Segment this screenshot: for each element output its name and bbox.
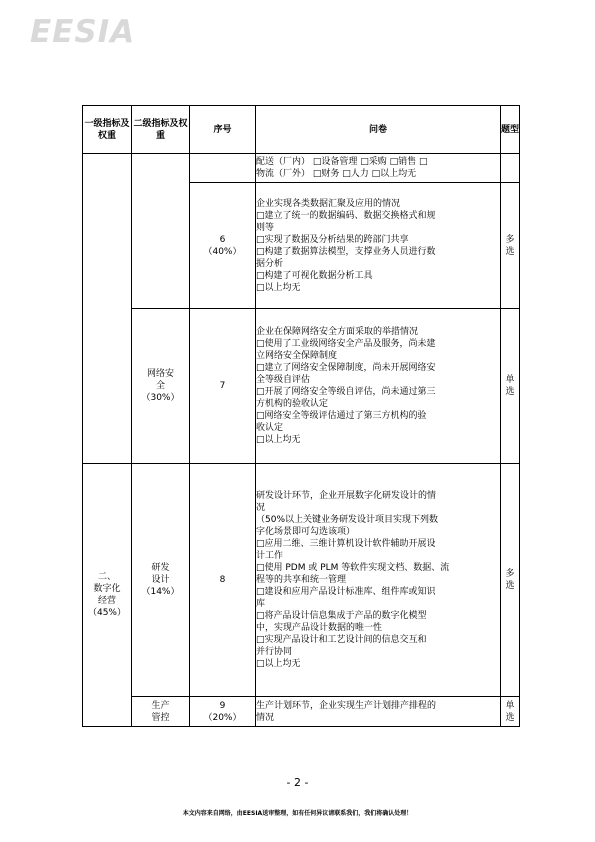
question-option: □建立了统一的数据编码、数据交换格式和规 (256, 210, 436, 221)
level1-name: 数字化 (93, 584, 121, 594)
header-questionnaire: 问卷 (256, 106, 501, 154)
level2-name: 网络安全 (146, 369, 174, 391)
question-option: 据分析 (256, 258, 284, 269)
header-seq: 序号 (190, 106, 256, 154)
level1-name: 二、 (97, 572, 116, 582)
question-option: 库 (256, 599, 266, 609)
question-line: 配送（厂内） □设备管理 □采购 □销售 □ (256, 157, 428, 167)
question-type: 单选 (505, 700, 515, 723)
question-option: □建设和应用产品设计标准库、组件库或知识 (256, 587, 436, 597)
level2-name: 研发 (151, 563, 170, 573)
question-option: □使用了工业级网络安全产品及服务，尚未建 (256, 339, 436, 349)
level2-weight: （14%） (141, 587, 180, 597)
question-note: 字化场景即可勾选该项） (256, 527, 356, 537)
eesia-logo: EESIA (30, 14, 136, 50)
header-level2: 二级指标及权重 (132, 106, 190, 154)
question-line: 企业实现各类数据汇聚及应用的情况 (256, 198, 401, 209)
header-type: 题型 (501, 106, 520, 154)
question-option: 收认定 (256, 423, 284, 433)
level2-cell (132, 697, 190, 727)
question-option: □使用 PDM 或 PLM 等软件实现文档、数据、流 (256, 563, 450, 573)
level2-weight: （30%） (141, 393, 180, 403)
page-number: - 2 - (286, 776, 309, 789)
question-type: 单选 (505, 375, 515, 397)
level2-cell (132, 309, 190, 464)
type-cell (501, 464, 520, 697)
seq-number: 6 (219, 234, 226, 245)
question-cell (256, 697, 501, 727)
question-line: 情况 (256, 712, 275, 723)
seq-cell (190, 464, 256, 697)
question-note: （50%以上关键业务研发设计项目实现下列数 (256, 515, 439, 525)
header-level1: 一级指标及权重 (83, 106, 132, 154)
question-option: □应用二维、三维计算机设计软件辅助开展设 (256, 539, 436, 549)
survey-table (82, 105, 520, 727)
question-line: 生产计划环节，企业实现生产计划排产排程的 (256, 700, 437, 711)
table-row (83, 464, 520, 697)
question-option: 中，实现产品设计数据的唯一性 (256, 623, 383, 633)
seq-weight: （40%） (203, 246, 242, 257)
seq-cell (190, 697, 256, 727)
level1-cell (83, 464, 132, 727)
seq-cell (190, 309, 256, 464)
table-row (83, 697, 520, 727)
level1-name: 经营 (97, 596, 116, 606)
type-cell (501, 183, 520, 309)
seq-cell-blank (190, 154, 256, 183)
type-cell (501, 697, 520, 727)
seq-cell (190, 183, 256, 309)
question-option: 方机构的验收认定 (256, 399, 329, 409)
type-cell (501, 309, 520, 464)
level2-name: 设计 (151, 575, 170, 585)
seq-number: 7 (219, 381, 226, 391)
question-option: □构建了数据算法模型，支撑业务人员进行数 (256, 246, 436, 257)
question-option: 立网络安全保障制度 (256, 351, 338, 361)
level1-weight: （45%） (87, 608, 126, 618)
level1-cell-blank (83, 154, 132, 464)
question-cell (256, 309, 501, 464)
question-option: 则等 (256, 222, 275, 233)
question-option: 全等级自评估 (256, 375, 311, 385)
seq-number: 8 (219, 575, 226, 585)
seq-weight: （20%） (203, 712, 242, 723)
question-line: 况 (256, 503, 266, 513)
question-option: 并行协同 (256, 647, 293, 657)
level2-name: 生产 (151, 700, 170, 711)
question-type: 多选 (505, 234, 515, 257)
question-option: □建立了网络安全保障制度，尚未开展网络安 (256, 363, 436, 373)
question-option: □以上均无 (256, 435, 301, 445)
question-option: 计工作 (256, 551, 284, 561)
question-option: □实现了数据及分析结果的跨部门共享 (256, 234, 409, 245)
question-line: 物流（厂外） □财务 □人力 □以上均无 (256, 169, 417, 179)
level2-cell (132, 464, 190, 697)
question-line: 企业在保障网络安全方面采取的举措情况 (256, 327, 419, 337)
question-option: □实现产品设计和工艺设计间的信息交互和 (256, 635, 427, 645)
question-option: □网络安全等级评估通过了第三方机构的验 (256, 411, 427, 421)
question-option: □开展了网络安全等级自评估，尚未通过第三 (256, 387, 436, 397)
seq-number: 9 (219, 700, 226, 711)
question-type: 多选 (505, 569, 515, 591)
question-cell (256, 154, 501, 183)
question-line: 研发设计环节，企业开展数字化研发设计的情 (256, 491, 437, 501)
type-cell-blank (501, 154, 520, 183)
question-option: □以上均无 (256, 659, 301, 669)
level2-name: 管控 (151, 712, 170, 723)
question-option: □将产品设计信息集成于产品的数字化模型 (256, 611, 427, 621)
footer-disclaimer: 本文内容来自网络，由EESIA送审整理，如有任何异议请联系我们，我们将确认处理！ (182, 810, 413, 817)
table-row (83, 154, 520, 183)
question-cell (256, 183, 501, 309)
level2-cell-blank (132, 154, 190, 309)
question-option: □以上均无 (256, 282, 301, 293)
table-row (83, 309, 520, 464)
question-option: □构建了可视化数据分析工具 (256, 270, 373, 281)
question-option: 程等的共享和统一管理 (256, 575, 347, 585)
header-row (83, 106, 520, 154)
question-cell (256, 464, 501, 697)
